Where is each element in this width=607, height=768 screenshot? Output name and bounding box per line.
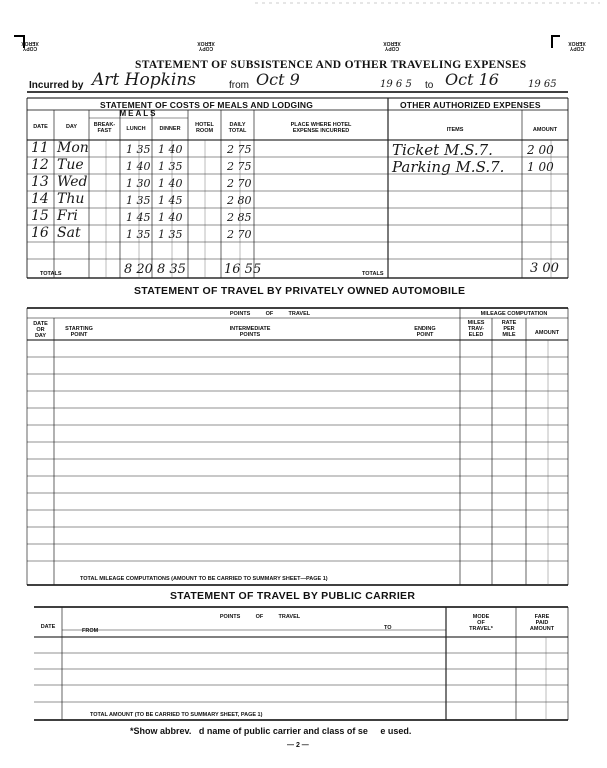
meals-section-title: STATEMENT OF COSTS OF MEALS AND LODGING — [100, 100, 314, 110]
footnote: *Show abbrev. d name of public carrier and class of se e used. — [130, 726, 412, 736]
from-label: from — [229, 80, 249, 91]
meal-row-day: Sat — [57, 225, 81, 241]
meal-row-lunch: 1 45 — [126, 211, 151, 224]
auto-amount-header: AMOUNT — [534, 330, 560, 336]
fare-header: FARE PAID AMOUNT — [529, 614, 555, 632]
meal-row-date: 14 — [31, 191, 49, 207]
lunch-column-header: LUNCH — [126, 126, 146, 132]
date-column-header: DATE — [33, 124, 48, 130]
items-column-header: ITEMS — [446, 127, 464, 133]
xerox-stamp: COPY XEROX — [568, 40, 586, 51]
other-section-title: OTHER AUTHORIZED EXPENSES — [400, 100, 541, 110]
amount-column-header: AMOUNT — [532, 127, 558, 133]
meals-header: MEALS — [119, 109, 158, 118]
meal-row-date: 11 — [31, 140, 49, 156]
incurred-by-label: Incurred by — [29, 80, 84, 91]
auto-date-header: DATE OR DAY — [33, 321, 48, 339]
meal-row-dinner: 1 40 — [158, 177, 183, 190]
meal-row-date: 16 — [31, 225, 49, 241]
mode-header: MODE OF TRAVEL* — [469, 614, 493, 632]
miles-header: MILES TRAV- ELED — [467, 320, 485, 338]
from-date: Oct 9 — [256, 70, 300, 89]
to-label: to — [425, 80, 434, 91]
daily-total-column-header: DAILY TOTAL — [228, 122, 247, 134]
meal-row-dinner: 1 45 — [158, 194, 183, 207]
auto-section-title: STATEMENT OF TRAVEL BY PRIVATELY OWNED AUTOMOBILE — [134, 285, 466, 297]
intermediate-points-header: INTERMEDIATE POINTS — [229, 326, 271, 338]
meal-row-total: 2 70 — [227, 177, 252, 190]
traveler-name: Art Hopkins — [92, 70, 196, 90]
carrier-section-title: STATEMENT OF TRAVEL BY PUBLIC CARRIER — [170, 590, 416, 602]
dinner-total: 8 35 — [157, 262, 186, 277]
to-field-label: TO — [384, 625, 392, 631]
meal-row-lunch: 1 30 — [126, 177, 151, 190]
meal-row-total: 2 75 — [227, 160, 252, 173]
from-year: 19 6 5 — [380, 79, 412, 90]
other-total: 3 00 — [530, 261, 559, 276]
carrier-date-header: DATE — [40, 624, 56, 630]
dinner-column-header: DINNER — [159, 126, 181, 132]
meal-row-lunch: 1 35 — [126, 143, 151, 156]
meal-row-date: 15 — [31, 208, 49, 224]
meal-row-dinner: 1 40 — [158, 211, 183, 224]
meal-row-day: Wed — [57, 174, 88, 190]
ending-point-header: ENDING POINT — [414, 326, 436, 338]
carrier-points-header: POINTS OF TRAVEL — [219, 614, 301, 620]
meal-row-day: Tue — [57, 157, 84, 173]
xerox-stamp: COPY XEROX — [383, 40, 401, 51]
form-title: STATEMENT OF SUBSISTENCE AND OTHER TRAVELING EXPENSES — [135, 59, 527, 71]
xerox-stamp: COPY XEROX — [197, 40, 215, 51]
place-column-header: PLACE WHERE HOTEL EXPENSE INCURRED — [290, 122, 352, 134]
starting-point-header: STARTING POINT — [65, 326, 93, 338]
totals-label: TOTALS — [40, 271, 62, 277]
meal-row-total: 2 75 — [227, 143, 252, 156]
meal-row-date: 13 — [31, 174, 49, 190]
other-totals-label: TOTALS — [362, 271, 384, 277]
to-date: Oct 16 — [445, 70, 499, 89]
meal-row-lunch: 1 35 — [126, 228, 151, 241]
meal-row-lunch: 1 40 — [126, 160, 151, 173]
page-number: — 2 — — [287, 742, 309, 749]
from-field-label: FROM — [82, 628, 99, 634]
meal-row-day: Fri — [57, 208, 78, 224]
mileage-header: MILEAGE COMPUTATION — [480, 311, 548, 317]
other-item: Ticket M.S.7. — [392, 141, 493, 159]
meal-row-total: 2 85 — [227, 211, 252, 224]
other-amount: 1 00 — [527, 160, 554, 174]
other-item: Parking M.S.7. — [392, 158, 505, 176]
day-column-header: DAY — [65, 124, 78, 130]
meal-row-lunch: 1 35 — [126, 194, 151, 207]
to-year: 19 65 — [528, 79, 557, 90]
mileage-total-label: TOTAL MILEAGE COMPUTATIONS (AMOUNT TO BE CARRIED TO SUMMARY SHEET—PAGE 1) — [80, 576, 328, 582]
rate-header: RATE PER MILE — [501, 320, 517, 338]
meal-row-dinner: 1 40 — [158, 143, 183, 156]
meal-row-day: Thu — [57, 191, 85, 207]
lunch-total: 8 20 — [124, 262, 153, 277]
meal-row-dinner: 1 35 — [158, 228, 183, 241]
meal-row-dinner: 1 35 — [158, 160, 183, 173]
carrier-total-label: TOTAL AMOUNT (TO BE CARRIED TO SUMMARY SHEET, PAGE 1) — [90, 712, 263, 718]
meal-row-day: Mon — [57, 140, 89, 156]
meal-row-total: 2 80 — [227, 194, 252, 207]
daily-grand-total: 16 55 — [224, 262, 262, 277]
hotel-column-header: HOTEL ROOM — [195, 122, 214, 134]
meal-row-date: 12 — [31, 157, 49, 173]
auto-points-header: POINTS OF TRAVEL — [229, 311, 311, 317]
breakfast-column-header: BREAK- FAST — [93, 122, 116, 134]
meal-row-total: 2 70 — [227, 228, 252, 241]
other-amount: 2 00 — [527, 143, 554, 157]
xerox-stamp: COPY XEROX — [21, 40, 39, 51]
